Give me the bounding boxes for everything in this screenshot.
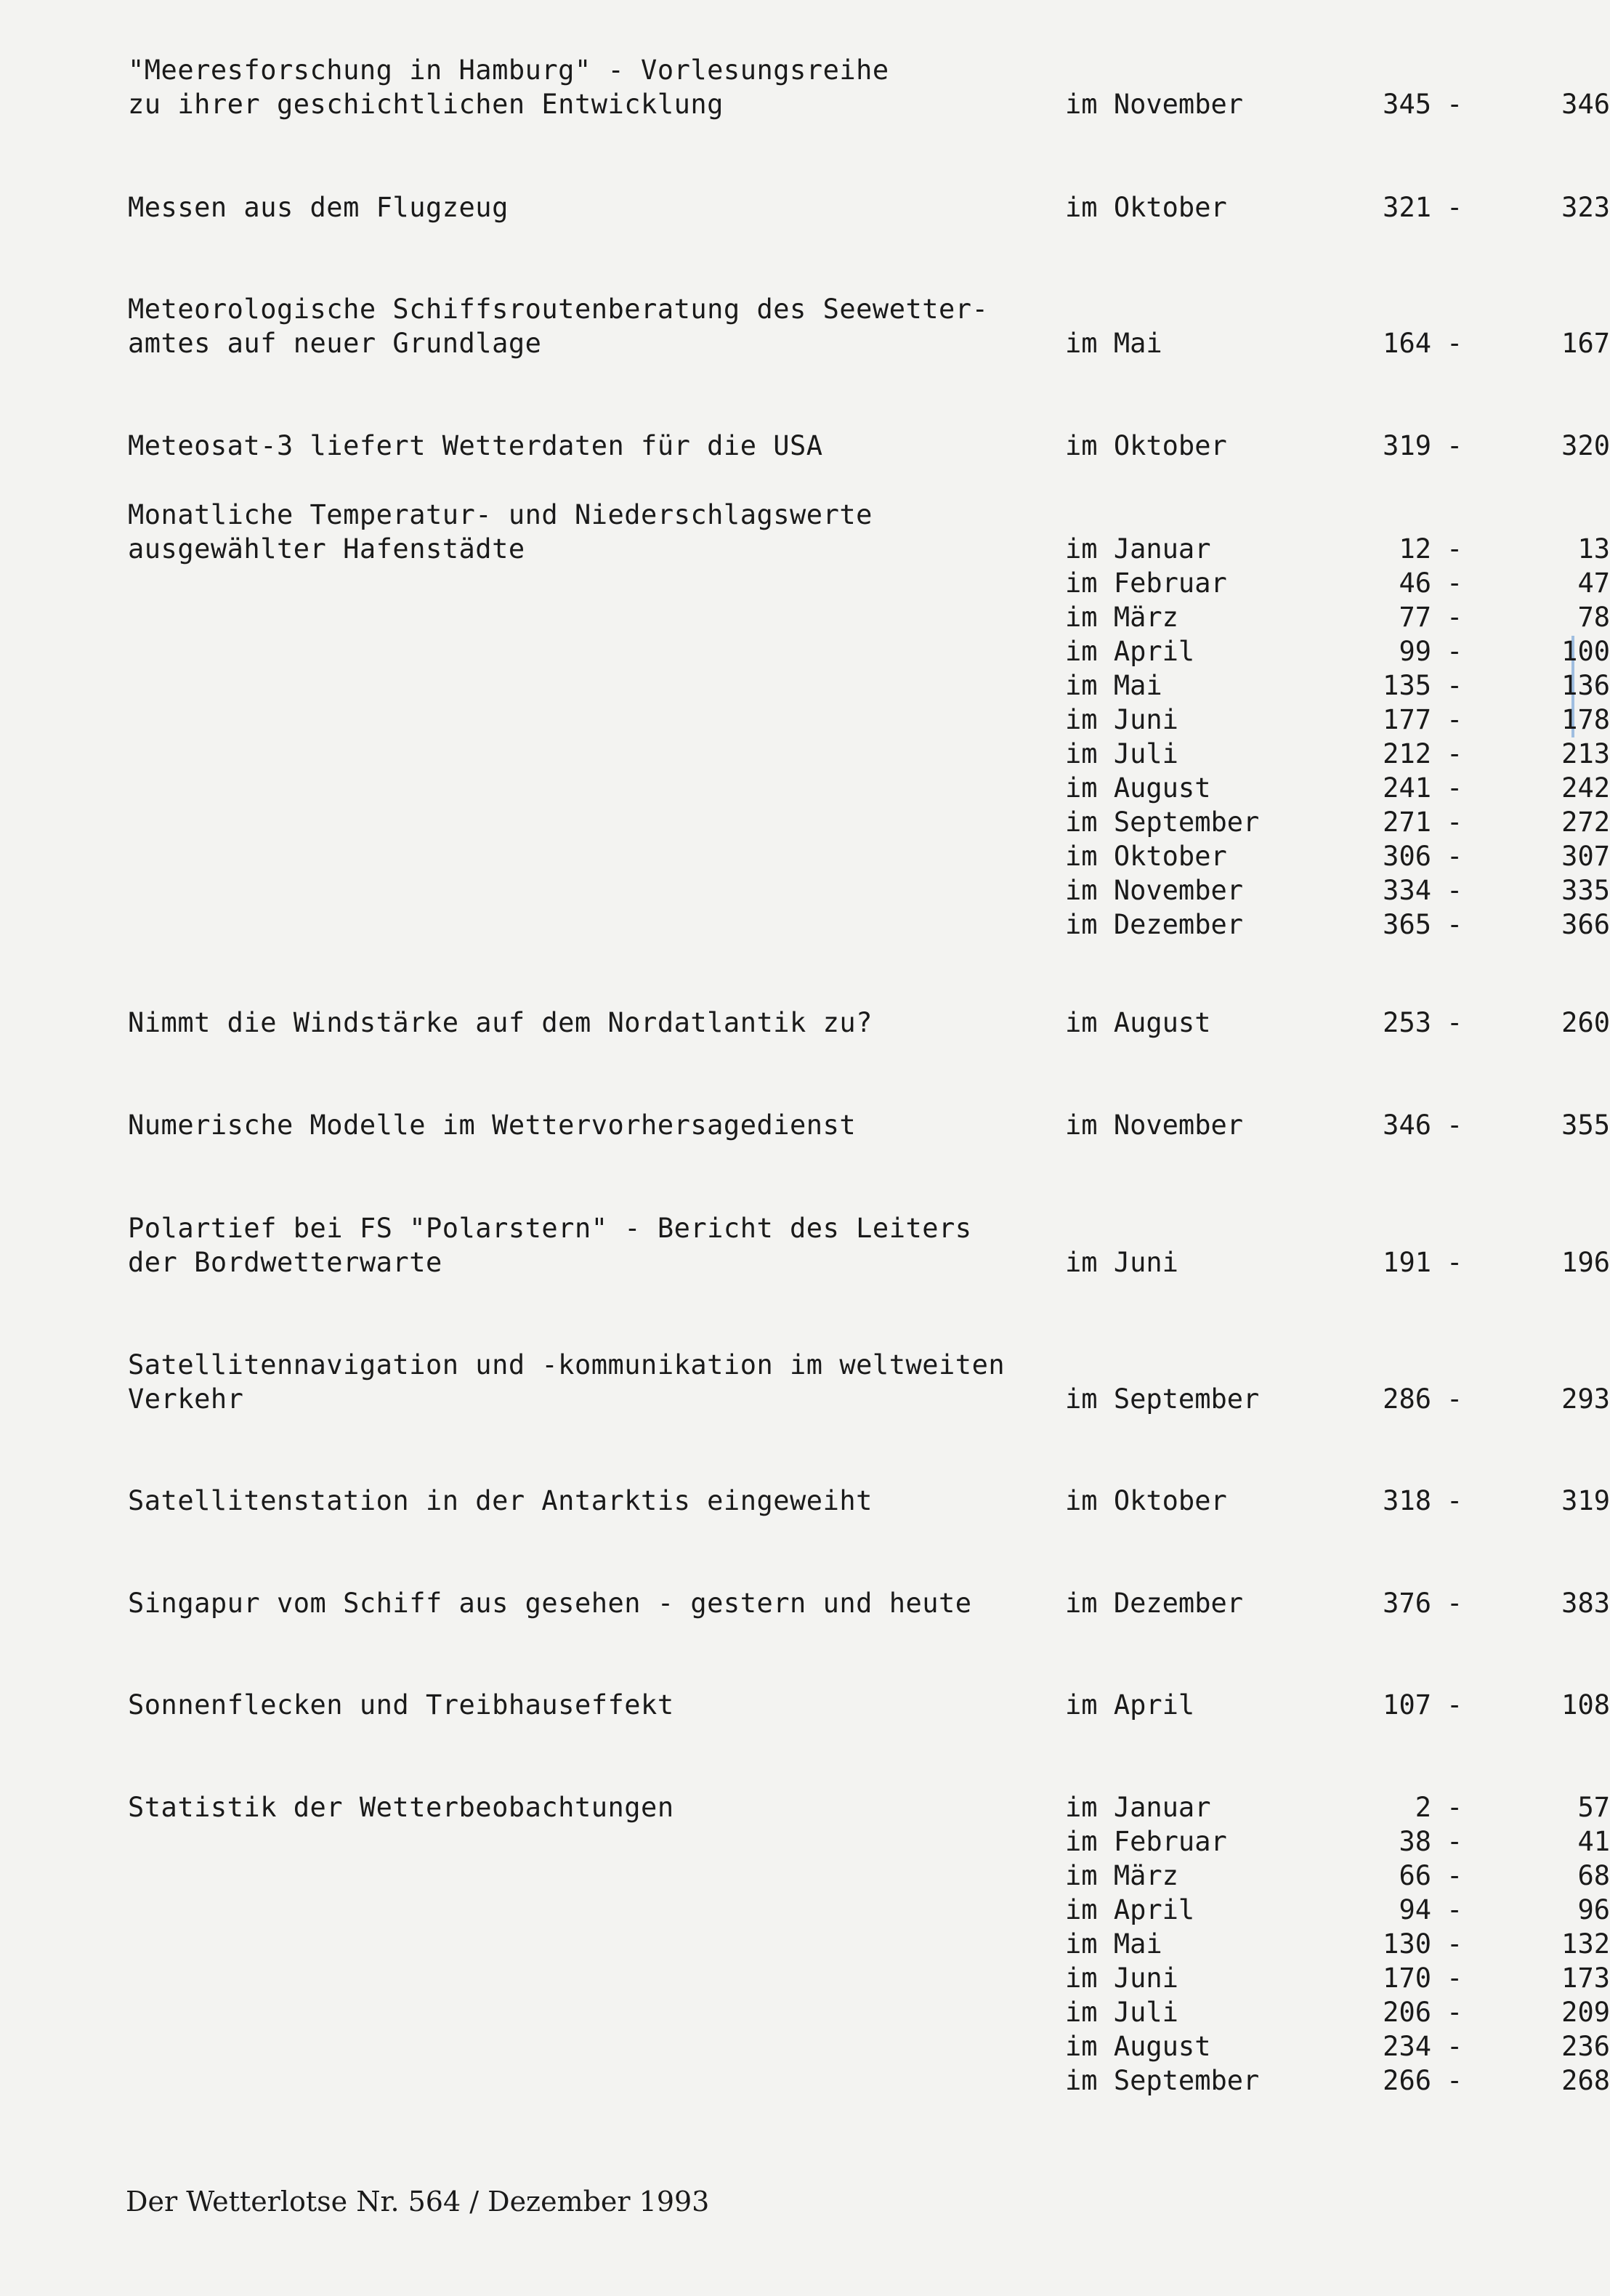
ref-month: im April xyxy=(1065,636,1195,667)
ref-month: im Juli xyxy=(1065,738,1178,769)
page-footer: Der Wetterlotse Nr. 564 / Dezember 1993 xyxy=(126,2186,710,2218)
page-from: 286 xyxy=(1383,1383,1431,1415)
entry-title-line: Nimmt die Windstärke auf dem Nordatlantik zu? xyxy=(128,1007,873,1038)
entry-title-line: Monatliche Temperatur- und Niederschlagswerte xyxy=(128,499,873,530)
entry-title-line: zu ihrer geschichtlichen Entwicklung xyxy=(128,89,724,120)
page-to: 242 xyxy=(1561,772,1610,804)
entry-title-line: amtes auf neuer Grundlage xyxy=(128,328,542,359)
ref-month: im September xyxy=(1065,1383,1260,1415)
ref-month: im November xyxy=(1065,1109,1244,1141)
ref-month: im Januar xyxy=(1065,1792,1211,1823)
ref-month: im August xyxy=(1065,2031,1211,2062)
page-range-dash: - xyxy=(1447,772,1463,804)
page-to: 293 xyxy=(1561,1383,1610,1415)
ref-month: im August xyxy=(1065,772,1211,804)
page-from: 346 xyxy=(1383,1109,1431,1141)
index-entry xyxy=(128,1006,1610,1040)
page-to: 136 xyxy=(1561,670,1610,701)
entry-title-line: Singapur vom Schiff aus gesehen - gestern und heute xyxy=(128,1588,972,1619)
page-from: 271 xyxy=(1383,807,1431,838)
page-range-dash: - xyxy=(1447,1247,1463,1278)
entry-title-line: Messen aus dem Flugzeug xyxy=(128,192,509,223)
ref-month: im Juni xyxy=(1065,1962,1178,1994)
index-entry xyxy=(128,1790,1610,2098)
ref-month: im Oktober xyxy=(1065,192,1227,223)
page-range-dash: - xyxy=(1447,875,1463,906)
page-to: 178 xyxy=(1561,704,1610,735)
entry-refs xyxy=(128,1382,1610,1416)
ref-row xyxy=(128,2029,1610,2063)
page-range-dash: - xyxy=(1447,807,1463,838)
page-range-dash: - xyxy=(1447,533,1463,565)
page-range-dash: - xyxy=(1447,192,1463,223)
ref-row xyxy=(128,805,1610,839)
entry-refs xyxy=(128,1108,1610,1142)
page-from: 206 xyxy=(1383,1997,1431,2028)
page-from: 99 xyxy=(1399,636,1431,667)
page-to: 173 xyxy=(1561,1962,1610,1994)
entry-refs xyxy=(128,1245,1610,1280)
page-from: 94 xyxy=(1399,1894,1431,1925)
page-from: 321 xyxy=(1383,192,1431,223)
page-range-dash: - xyxy=(1447,2065,1463,2096)
page-range-dash: - xyxy=(1447,1485,1463,1516)
ref-row xyxy=(128,1108,1610,1142)
entry-title-line: Satellitennavigation und -kommunikation im weltweiten xyxy=(128,1349,1006,1381)
page-range-dash: - xyxy=(1447,738,1463,769)
ref-month: im August xyxy=(1065,1007,1211,1038)
page-from: 12 xyxy=(1399,533,1431,565)
page-to: 236 xyxy=(1561,2031,1610,2062)
page-to: 57 xyxy=(1577,1792,1610,1823)
ref-row xyxy=(128,532,1610,566)
index-entry xyxy=(128,498,1610,942)
page-to: 13 xyxy=(1577,533,1610,565)
page-from: 318 xyxy=(1383,1485,1431,1516)
entry-title-line: der Bordwetterwarte xyxy=(128,1247,442,1278)
page-from: 334 xyxy=(1383,875,1431,906)
page-range-dash: - xyxy=(1447,841,1463,872)
ref-row xyxy=(128,908,1610,942)
index-entry xyxy=(128,429,1610,463)
entry-refs xyxy=(128,87,1610,121)
page-to: 307 xyxy=(1561,841,1610,872)
page-range-dash: - xyxy=(1447,430,1463,461)
page-to: 366 xyxy=(1561,909,1610,940)
page-from: 2 xyxy=(1415,1792,1431,1823)
page-from: 135 xyxy=(1383,670,1431,701)
entry-refs xyxy=(128,1790,1610,2098)
ref-row xyxy=(128,1790,1610,1824)
page-to: 260 xyxy=(1561,1007,1610,1038)
page-from: 164 xyxy=(1383,328,1431,359)
ref-row xyxy=(128,703,1610,737)
page-range-dash: - xyxy=(1447,1689,1463,1721)
ref-month: im Dezember xyxy=(1065,909,1244,940)
page-from: 130 xyxy=(1383,1928,1431,1960)
page-from: 306 xyxy=(1383,841,1431,872)
page-range-dash: - xyxy=(1447,1894,1463,1925)
entry-refs xyxy=(128,1006,1610,1040)
page-range-dash: - xyxy=(1447,1792,1463,1823)
ref-row xyxy=(128,1688,1610,1722)
page-to: 323 xyxy=(1561,192,1610,223)
entry-title-line: Meteorologische Schiffsroutenberatung des Seewetter- xyxy=(128,294,989,325)
entry-refs xyxy=(128,532,1610,942)
page-from: 241 xyxy=(1383,772,1431,804)
index-entry xyxy=(128,292,1610,360)
ref-row xyxy=(128,1382,1610,1416)
ref-month: im November xyxy=(1065,89,1244,120)
ref-row xyxy=(128,326,1610,360)
page-from: 365 xyxy=(1383,909,1431,940)
page-range-dash: - xyxy=(1447,1383,1463,1415)
ref-row xyxy=(128,1586,1610,1620)
page-from: 266 xyxy=(1383,2065,1431,2096)
ref-month: im Februar xyxy=(1065,1826,1227,1857)
index-entry xyxy=(128,1586,1610,1620)
entry-title-line: "Meeresforschung in Hamburg" - Vorlesungsreihe xyxy=(128,54,889,86)
entry-title-line: ausgewählter Hafenstädte xyxy=(128,533,525,565)
ref-month: im Juni xyxy=(1065,1247,1178,1278)
ref-row xyxy=(128,873,1610,908)
entry-refs xyxy=(128,1688,1610,1722)
entry-title-line: Polartief bei FS "Polarstern" - Bericht des Leiters xyxy=(128,1213,972,1244)
ref-month: im Oktober xyxy=(1065,841,1227,872)
ref-month: im Oktober xyxy=(1065,430,1227,461)
page-from: 38 xyxy=(1399,1826,1431,1857)
ref-month: im Mai xyxy=(1065,328,1162,359)
page-from: 107 xyxy=(1383,1689,1431,1721)
ref-month: im Januar xyxy=(1065,533,1211,565)
ref-row xyxy=(128,1893,1610,1927)
ref-row xyxy=(128,1006,1610,1040)
page-range-dash: - xyxy=(1447,1860,1463,1891)
ref-row xyxy=(128,1859,1610,1893)
ref-month: im Oktober xyxy=(1065,1485,1227,1516)
page-to: 68 xyxy=(1577,1860,1610,1891)
page-to: 47 xyxy=(1577,567,1610,599)
ref-month: im September xyxy=(1065,807,1260,838)
ref-month: im November xyxy=(1065,875,1244,906)
index-entry xyxy=(128,1484,1610,1518)
index-entry xyxy=(128,1108,1610,1142)
ref-month: im Mai xyxy=(1065,670,1162,701)
ref-row xyxy=(128,737,1610,771)
entry-refs xyxy=(128,429,1610,463)
ref-row xyxy=(128,600,1610,634)
entry-refs xyxy=(128,326,1610,360)
ref-month: im September xyxy=(1065,2065,1260,2096)
ref-row xyxy=(128,190,1610,225)
page-range-dash: - xyxy=(1447,1007,1463,1038)
ref-row xyxy=(128,771,1610,805)
index-entry xyxy=(128,190,1610,225)
page-range-dash: - xyxy=(1447,602,1463,633)
page-range-dash: - xyxy=(1447,1109,1463,1141)
ref-row xyxy=(128,839,1610,873)
page-to: 383 xyxy=(1561,1588,1610,1619)
ref-row xyxy=(128,1245,1610,1280)
page-to: 78 xyxy=(1577,602,1610,633)
ref-row xyxy=(128,1927,1610,1961)
ref-row xyxy=(128,566,1610,600)
page-from: 77 xyxy=(1399,602,1431,633)
page-from: 46 xyxy=(1399,567,1431,599)
page-to: 335 xyxy=(1561,875,1610,906)
ref-row xyxy=(128,668,1610,703)
entry-title-line: Statistik der Wetterbeobachtungen xyxy=(128,1792,674,1823)
index-entry xyxy=(128,53,1610,121)
page-to: 132 xyxy=(1561,1928,1610,1960)
page-to: 319 xyxy=(1561,1485,1610,1516)
ref-row xyxy=(128,2063,1610,2098)
page-to: 268 xyxy=(1561,2065,1610,2096)
ref-month: im Mai xyxy=(1065,1928,1162,1960)
page-range-dash: - xyxy=(1447,1588,1463,1619)
ref-month: im Dezember xyxy=(1065,1588,1244,1619)
page-range-dash: - xyxy=(1447,89,1463,120)
ref-month: im Juli xyxy=(1065,1997,1178,2028)
page-to: 209 xyxy=(1561,1997,1610,2028)
page-range-dash: - xyxy=(1447,909,1463,940)
ref-row xyxy=(128,1995,1610,2029)
ref-row xyxy=(128,87,1610,121)
page-to: 96 xyxy=(1577,1894,1610,1925)
page-from: 234 xyxy=(1383,2031,1431,2062)
page-from: 319 xyxy=(1383,430,1431,461)
ref-row xyxy=(128,1824,1610,1859)
ref-month: im März xyxy=(1065,602,1178,633)
page-range-dash: - xyxy=(1447,1962,1463,1994)
page-from: 253 xyxy=(1383,1007,1431,1038)
entry-refs xyxy=(128,1586,1610,1620)
ref-row xyxy=(128,429,1610,463)
ref-month: im März xyxy=(1065,1860,1178,1891)
page-from: 376 xyxy=(1383,1588,1431,1619)
page-range-dash: - xyxy=(1447,1928,1463,1960)
page-to: 41 xyxy=(1577,1826,1610,1857)
index-entry xyxy=(128,1348,1610,1416)
page-range-dash: - xyxy=(1447,328,1463,359)
page-range-dash: - xyxy=(1447,636,1463,667)
page-to: 346 xyxy=(1561,89,1610,120)
page-range-dash: - xyxy=(1447,567,1463,599)
page-from: 66 xyxy=(1399,1860,1431,1891)
ref-month: im April xyxy=(1065,1689,1195,1721)
index-entry xyxy=(128,1688,1610,1722)
page-range-dash: - xyxy=(1447,2031,1463,2062)
ref-month: im Februar xyxy=(1065,567,1227,599)
ref-row xyxy=(128,1961,1610,1995)
page-to: 320 xyxy=(1561,430,1610,461)
page-from: 345 xyxy=(1383,89,1431,120)
entry-refs xyxy=(128,190,1610,225)
page-to: 272 xyxy=(1561,807,1610,838)
page-to: 100 xyxy=(1561,636,1610,667)
entry-title-line: Meteosat-3 liefert Wetterdaten für die USA xyxy=(128,430,823,461)
page-range-dash: - xyxy=(1447,670,1463,701)
page-range-dash: - xyxy=(1447,704,1463,735)
entry-title-line: Verkehr xyxy=(128,1383,244,1415)
page-from: 170 xyxy=(1383,1962,1431,1994)
ref-row xyxy=(128,634,1610,668)
page-from: 191 xyxy=(1383,1247,1431,1278)
page-range-dash: - xyxy=(1447,1826,1463,1857)
entry-refs xyxy=(128,1484,1610,1518)
page-to: 196 xyxy=(1561,1247,1610,1278)
page-range-dash: - xyxy=(1447,1997,1463,2028)
page-to: 355 xyxy=(1561,1109,1610,1141)
page-to: 167 xyxy=(1561,328,1610,359)
entry-title-line: Satellitenstation in der Antarktis eingeweiht xyxy=(128,1485,873,1516)
page-to: 213 xyxy=(1561,738,1610,769)
page-from: 177 xyxy=(1383,704,1431,735)
index-entry xyxy=(128,1211,1610,1280)
ref-month: im Juni xyxy=(1065,704,1178,735)
entry-title-line: Numerische Modelle im Wettervorhersagedienst xyxy=(128,1109,857,1141)
page-from: 212 xyxy=(1383,738,1431,769)
entry-title-line: Sonnenflecken und Treibhauseffekt xyxy=(128,1689,674,1721)
ref-month: im April xyxy=(1065,1894,1195,1925)
page-to: 108 xyxy=(1561,1689,1610,1721)
ref-row xyxy=(128,1484,1610,1518)
